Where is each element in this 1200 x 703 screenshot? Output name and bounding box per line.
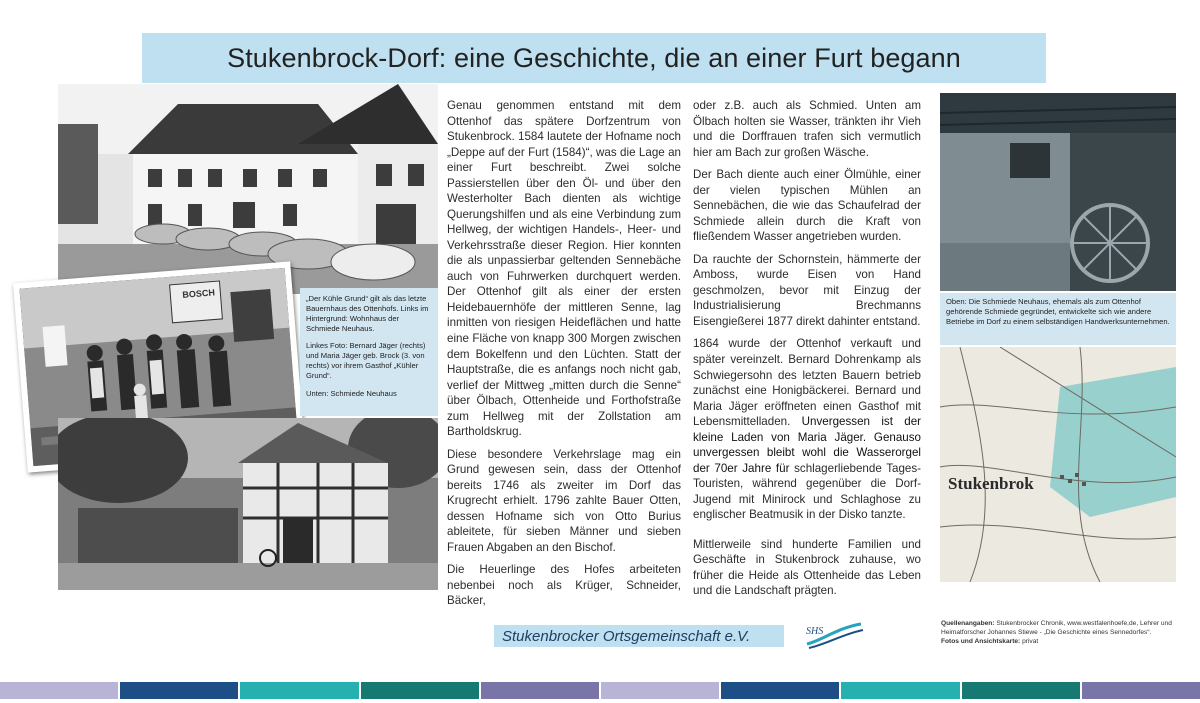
paragraph-ottenhof-history: Genau genommen entstand mit dem Ottenhof das spätere Dorfzentrum von Stukenbrock. 1584 lautete der Hofname noch „Deppe auf der Furt (1584)“, was die Lage an einer Furt beschreibt. Zwei solche Passierstellen über den Öl- und über den Westerholter Bach dienten als wichtige Querungshilfen und als eine Verbindung zum Hellweg, der wichtigen Handels-, Heer- und Verkehrsstraße dieser Region. Hier konnten die als unpassierbar geltenden Sennebäche auch von Fuhrwerken durchquert werden. Der Ottenhof gilt als einer der ersten Heidebauernhöfe der mittleren Senne, lag inmitten von riesigen Heideflächen und hatte eine Fläche von knapp 300 Morgen zwischen dem Bokelfenn und den Lüchten. Statt der Hauptstraße, die es anfangs noch nicht gab, verlief der Mittweg „mitten durch die Senne“ über Ölbach, Ottenheide und Forthofstraße zum Hellweg mit der Zollstation am Bartholdskrug. [447, 99, 681, 439]
paragraph-heuerlinge: Die Heuerlinge des Hofes arbeiteten nebenbei noch als Krüger, Schneider, Bäcker, [447, 563, 681, 608]
photo-historic-map [940, 347, 1176, 582]
photos-label: Fotos und Ansichtskarte: [941, 638, 1021, 646]
caption-left-photos [300, 288, 438, 416]
stripe [962, 682, 1080, 699]
paragraph-heute: Mittlerweile sind hunderte Familien und Geschäfte in Stukenbrock zuhause, wo früher die Heide als Ottenheide das Leben und die Landschaft prägten. [693, 537, 921, 598]
text-column-1 [447, 98, 681, 616]
paragraph-gasthof-end: schlagerliebende Tages-Touristen, während gegenüber die Dorf-Jugend mit Minirock und Schlaghose zu englischer Beatmusik in der Disko tanzte. [693, 461, 922, 522]
paragraph-gasthof-start: 1864 wurde der Ottenhof verkauft und später vereinzelt. Bernard Dohrenkamp als Schwiegersohn des letzten Bauern betrieb zunächst eine Honigbäckerei. Bernard und Maria Jäger eröffneten einen Gasthof mit Lebensmittelladen. [693, 337, 921, 429]
page-title: Stukenbrock-Dorf: eine Geschichte, die an einer Furt begann [227, 42, 961, 73]
map-label-stukenbrok: Stukenbrok [948, 474, 1034, 493]
sources [941, 619, 1181, 646]
shs-logo-text: SHS [806, 626, 824, 637]
stripe [120, 682, 238, 699]
stripe [601, 682, 719, 699]
shs-logo-icon [803, 618, 865, 650]
caption-family: Linkes Foto: Bernard Jäger (rechts) und Maria Jäger geb. Brock (3. von rechts) vor ihrem Gasthof „Kühler Grund“. [306, 341, 426, 381]
stripe [240, 682, 358, 699]
org-name: Stukenbrocker Ortsgemeinschaft e.V. [494, 625, 784, 647]
sources-text: Stukenbrocker Chronik, www.westfalenhoefe.de, Lehrer und Heimatforscher Johannes Stiewe - „Die Geschichte eines Sennedorfes“. [941, 620, 1172, 637]
stripe [841, 682, 959, 699]
bosch-sign-text: BOSCH [182, 287, 216, 300]
paragraph-oelmuehle: Der Bach diente auch einer Ölmühle, einer der vielen typischen Mühlen an Sennebächen, die wie das Schaufelrad der Schmiede allein durch die Kraft von fließendem Wasser angetrieben wurden. [693, 168, 921, 244]
stripe [1082, 682, 1200, 699]
paragraph-gasthof-emphasis: Unvergessen ist der kleine Laden von Maria Jäger. Genauso unvergessen bleibt wohl die Wasserorgel der 70er Jahre für [693, 415, 922, 475]
paragraph-schornstein: Da rauchte der Schornstein, hämmerte der Amboss, wurde Eisen von Hand geschmolzen, bevor mit Einzug der Industrialisierung Brechmanns Eisengießerei 1877 direkt dahinter entstand. [693, 252, 921, 328]
photo-schmiede-wheel [940, 93, 1176, 291]
stripe [361, 682, 479, 699]
photo-schmiede-neuhaus [58, 418, 438, 590]
sources-label: Quellenangaben: [941, 620, 995, 627]
paragraph-krugrecht: Diese besondere Verkehrslage mag ein Grund gewesen sein, dass der Ottenhof bereits 1746 als zweiter im Dorf das Krugrecht erhielt. 1796 zahlte Bauer Otten, dessen Hofname sich von Otto Burius ableitete, für sieben Männer und sieben Frauen Abgaben an den Bischof. [447, 447, 681, 554]
stripe [0, 682, 118, 699]
caption-right-photo: Oben: Die Schmiede Neuhaus, ehemals als zum Ottenhof gehörende Schmiede gegründet, entwickelte sich wie andere Betriebe im Dorf zu einem selbständigen Handwerksunternehmen. [940, 293, 1176, 345]
title-band [142, 33, 1046, 83]
stripe [721, 682, 839, 699]
paragraph-schmied: oder z.B. auch als Schmied. Unten am Ölbach holten sie Wasser, tränkten ihr Vieh und die Dorffrauen trafen sich vermutlich hier am Bach zur großen Wäsche. [693, 99, 921, 159]
caption-schmiede: Unten: Schmiede Neuhaus [306, 388, 397, 398]
bottom-color-stripes [0, 682, 1200, 699]
photos-text: privat [1020, 638, 1039, 646]
text-column-2 [693, 98, 921, 606]
caption-kuehler-grund: „Der Kühle Grund“ gilt als das letzte Bauernhaus des Ottenhofs. Links im Hintergrund: Wohnhaus der Schmiede Neuhaus. [306, 294, 429, 333]
paragraph-gasthof-jaeger [693, 336, 921, 522]
photo-gasthof-street [58, 84, 438, 294]
stripe [481, 682, 599, 699]
